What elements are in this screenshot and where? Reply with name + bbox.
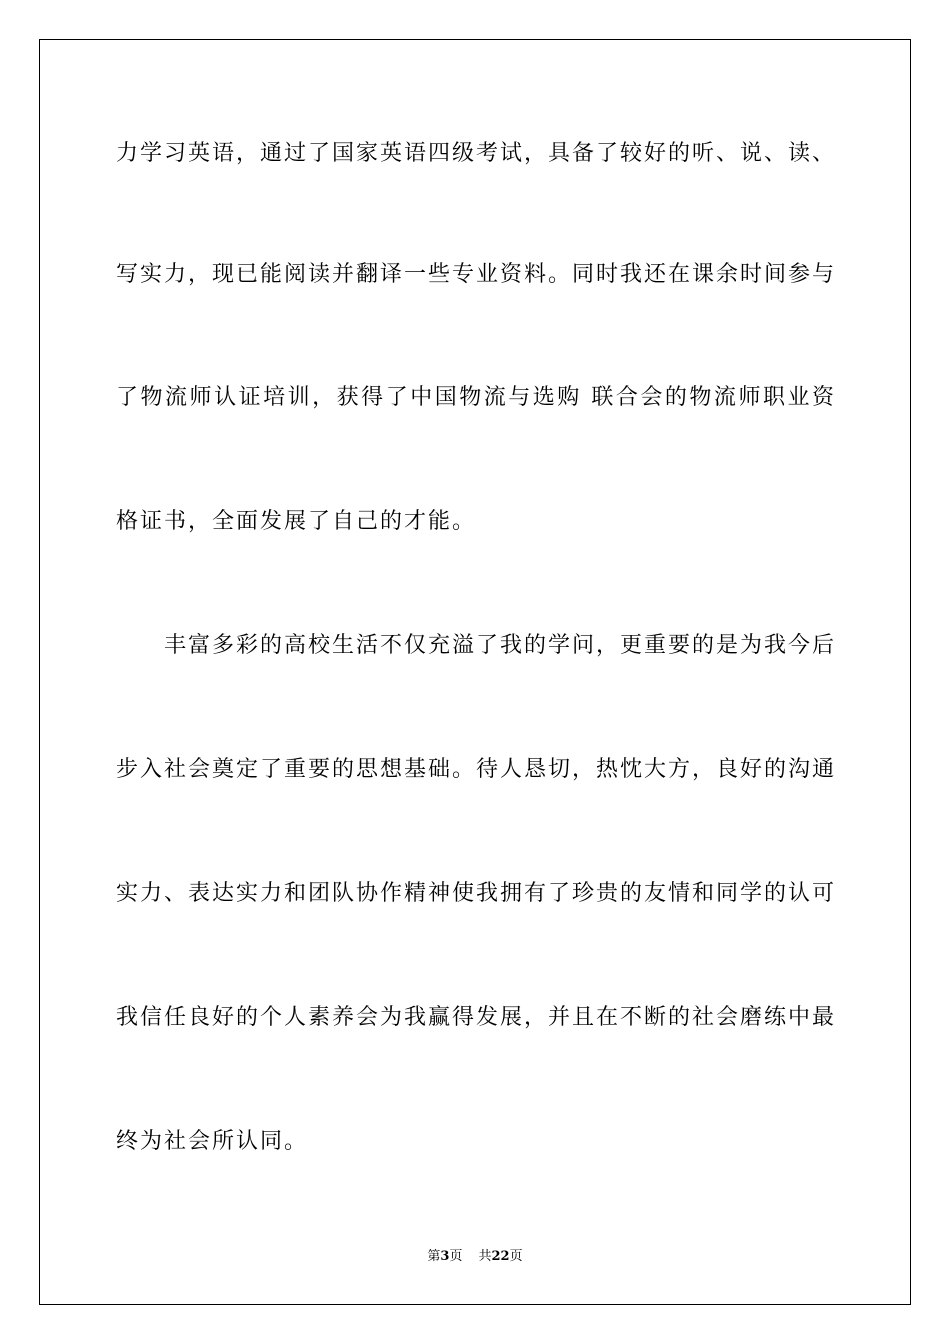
footer-total-prefix: 共 xyxy=(478,1249,492,1264)
body-text-line-2: 写实力，现已能阅读并翻译一些专业资料。同时我还在课余时间参与 xyxy=(116,262,837,287)
body-text-line-3: 了物流师认证培训，获得了中国物流与选购 联合会的物流师职业资 xyxy=(116,385,836,410)
body-text-line-5: 丰富多彩的高校生活不仅充溢了我的学问，更重要的是为我今后 xyxy=(164,633,837,658)
body-text-line-6: 步入社会奠定了重要的思想基础。待人恳切，热忱大方，良好的沟通 xyxy=(116,757,837,782)
body-text-line-4: 格证书，全面发展了自己的才能。 xyxy=(116,509,477,534)
body-text-line-9: 终为社会所认同。 xyxy=(116,1129,309,1154)
page-border xyxy=(39,39,911,1305)
body-text-line-1: 力学习英语，通过了国家英语四级考试，具备了较好的听、说、读、 xyxy=(116,141,837,166)
footer-total-suffix: 页 xyxy=(509,1249,523,1264)
footer-page-suffix: 页 xyxy=(449,1249,463,1264)
page-footer xyxy=(0,1248,950,1266)
body-text-line-7: 实力、表达实力和团队协作精神使我拥有了珍贵的友情和同学的认可 xyxy=(116,881,837,906)
body-text-line-8: 我信任良好的个人素养会为我赢得发展，并且在不断的社会磨练中最 xyxy=(116,1005,837,1030)
footer-total-pages: 22 xyxy=(491,1249,510,1264)
footer-page-prefix: 第 xyxy=(427,1249,441,1264)
footer-page-number: 3 xyxy=(440,1249,450,1264)
